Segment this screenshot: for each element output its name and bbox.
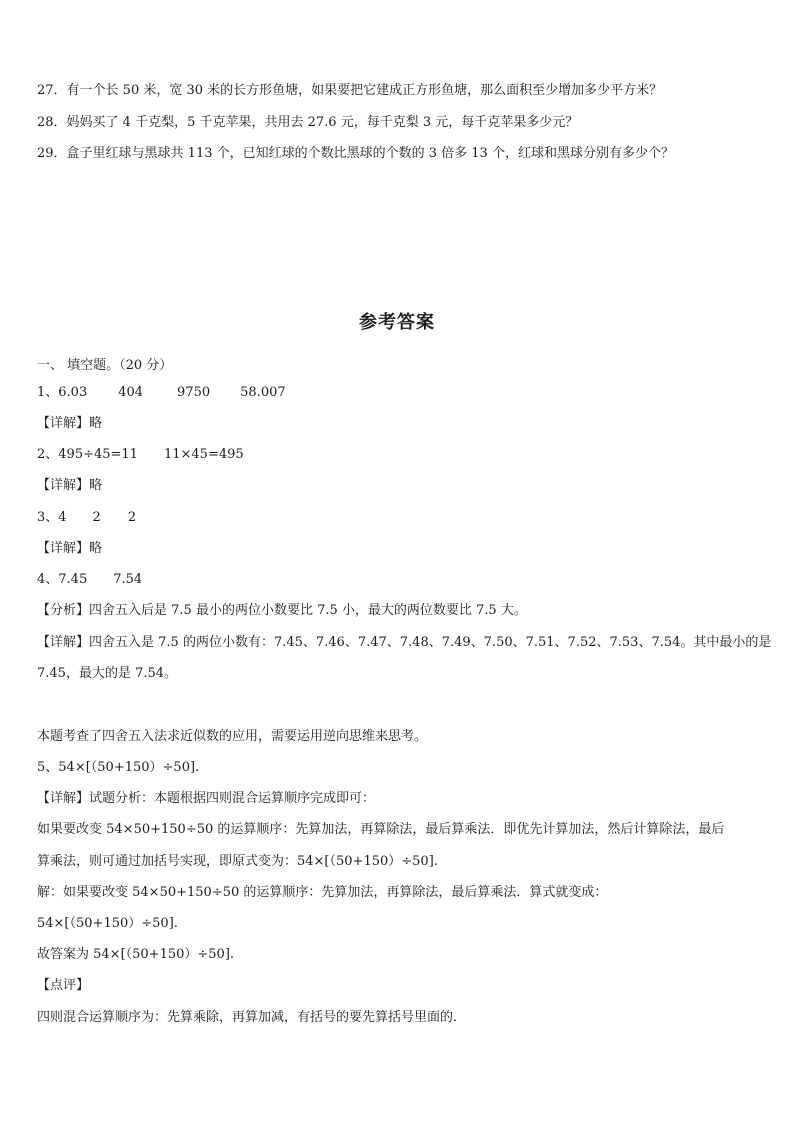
- answer-1-item: 1、6.03: [37, 385, 88, 400]
- answer-5-text-line-4: 54×[（50+150）÷50].: [37, 916, 178, 931]
- answer-4: [37, 571, 142, 589]
- answer-1: [37, 384, 286, 402]
- answer-4-analysis: 【分析】四舍五入后是 7.5 最小的两位小数要比 7.5 小，最大的两位数要比 7.5 大。: [37, 603, 527, 618]
- question-27: 27．有一个长 50 米，宽 30 米的长方形鱼塘，如果要把它建成正方形鱼塘，那么面积至少增加多少平方米？: [37, 83, 663, 98]
- question-28: 28．妈妈买了 4 千克梨，5 千克苹果，共用去 27.6 元，每千克梨 3 元，每千克苹果多少元？: [37, 115, 579, 130]
- answer-2-detail: 【详解】略: [37, 478, 103, 493]
- answer-5-comment: 【点评】: [37, 978, 90, 993]
- answer-4-note: 本题考查了四舍五入法求近似数的应用，需要运用逆向思维来思考。: [37, 729, 428, 744]
- answer-2-item: 11×45=495: [163, 447, 244, 462]
- answer-4-detail-line-2: 7.45，最大的是 7.54。: [37, 666, 178, 681]
- answer-1-item: 58.007: [240, 385, 286, 400]
- answer-title: 参考答案: [359, 312, 435, 333]
- answer-4-item: 7.54: [113, 572, 143, 587]
- answer-2: [37, 446, 244, 464]
- answer-5-text-line-5: 故答案为 54×[（50+150）÷50].: [37, 947, 235, 962]
- answer-5-text-line-3: 解：如果要改变 54×50+150÷50 的运算顺序：先算加法，再算除法，最后算乘法．算式就变成：: [37, 885, 608, 900]
- question-29: 29．盒子里红球与黑球共 113 个，已知红球的个数比黑球的个数的 3 倍多 13 个，红球和黑球分别有多少个？: [37, 146, 674, 161]
- answer-5: 5、54×[（50+150）÷50].: [37, 760, 200, 775]
- answer-4-detail-line-1: 【详解】四舍五入是 7.5 的两位小数有：7.45、7.46、7.47、7.48、7.49、7.50、7.51、7.52、7.53、7.54。其中最小的是: [37, 635, 772, 650]
- answer-1-item: 404: [118, 385, 144, 400]
- answer-5-text-line-6: 四则混合运算顺序为：先算乘除，再算加减，有括号的要先算括号里面的．: [37, 1010, 467, 1025]
- answer-3: [37, 509, 136, 527]
- answer-5-text-line-1: 如果要改变 54×50+150÷50 的运算顺序：先算加法，再算除法，最后算乘法．即优先计算加法，然后计算除法，最后: [37, 822, 725, 837]
- answer-2-item: 2、495÷45=11: [37, 447, 138, 462]
- answer-1-detail: 【详解】略: [37, 416, 103, 431]
- answer-5-detail: 【详解】试题分析：本题根据四则混合运算顺序完成即可：: [37, 791, 376, 806]
- answer-5-text-line-2: 算乘法，则可通过加括号实现，即原式变为：54×[（50+150）÷50].: [37, 854, 438, 869]
- answer-3-detail: 【详解】略: [37, 541, 103, 556]
- answer-4-item: 4、7.45: [37, 572, 88, 587]
- answer-3-item: 2: [127, 510, 137, 525]
- answer-3-item: 2: [92, 510, 101, 525]
- answer-3-item: 3、4: [37, 510, 67, 525]
- answer-1-item: 9750: [177, 385, 211, 400]
- section-heading: 一、 填空题。（20 分）: [37, 358, 173, 373]
